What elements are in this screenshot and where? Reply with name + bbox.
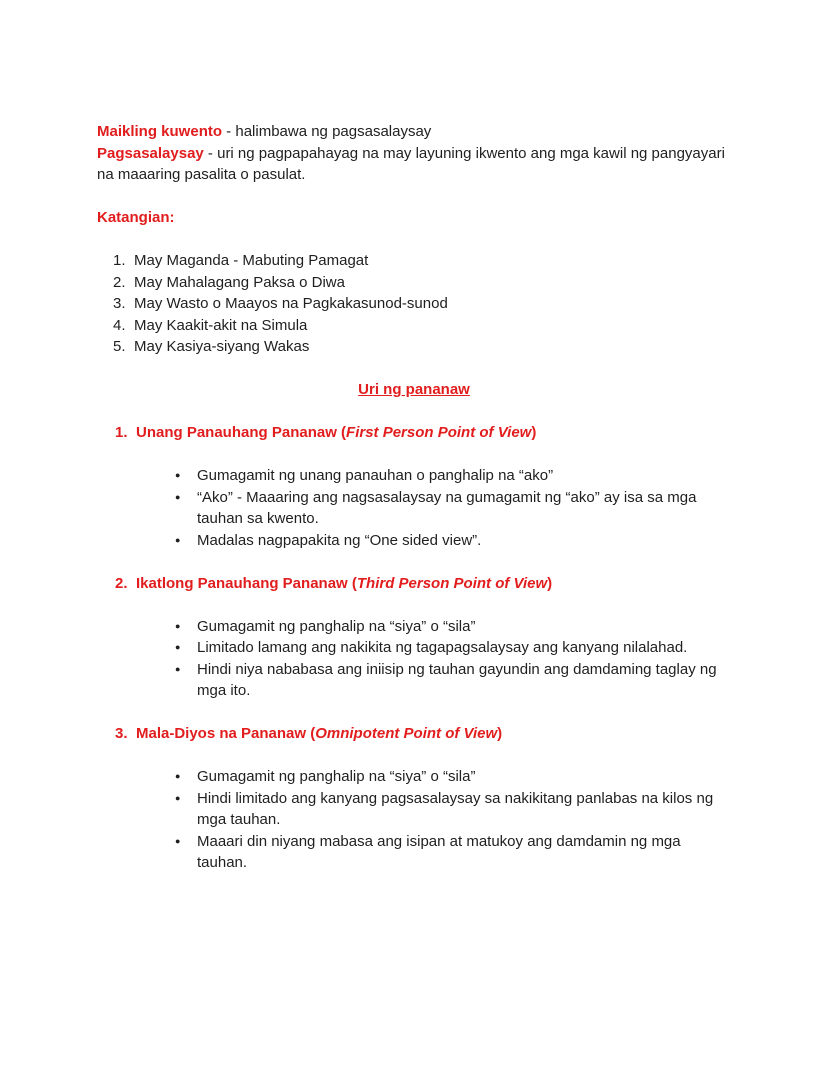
bullet-list-3 (97, 766, 731, 874)
bullet-icon: ● (175, 534, 181, 545)
bullet-icon: ● (175, 792, 181, 803)
list-item (113, 250, 731, 272)
list-item (113, 315, 731, 337)
term-pagsasalaysay: Pagsasalaysay (97, 144, 204, 162)
section-heading-text: Ikatlong Panauhang Pananaw (Third Person Point of View) (136, 574, 553, 592)
bullet-list-1 (97, 465, 731, 551)
bullet-item-text: Maaari din niyang mabasa ang isipan at matukoy ang damdamin ng mga tauhan. (197, 832, 681, 871)
katangian-heading: Katangian: (97, 209, 175, 226)
intro-paragraph-maikling-kuwento (97, 121, 731, 143)
section-heading-text: Mala-Diyos na Pananaw (Omnipotent Point of View) (136, 725, 503, 742)
list-item (113, 293, 731, 315)
bullet-item-text: Gumagamit ng panghalip na “siya” o “sila” (197, 617, 476, 635)
section-heading-english: First Person Point of View (346, 424, 532, 441)
bullet-item (175, 530, 731, 552)
section-heading-english: Third Person Point of View (356, 574, 548, 592)
bullet-item-text: “Ako” - Maaaring ang nagsasalaysay na gumagamit ng “ako” ay isa sa mga tauhan sa kwento. (197, 488, 697, 527)
bullet-item-text: Gumagamit ng unang panauhan o panghalip na “ako” (197, 467, 554, 484)
term-maikling-kuwento: Maikling kuwento (97, 123, 223, 140)
section-heading-3 (115, 723, 731, 745)
list-item-text: May Maganda - Mabuting Pamagat (134, 252, 369, 269)
katangian-list (97, 250, 731, 358)
bullet-item-text: Hindi limitado ang kanyang pagsasalaysay sa nakikitang panlabas na kilos ng mga tauhan. (197, 789, 714, 828)
list-item-text: May Kasiya-siyang Wakas (134, 338, 310, 355)
bullet-icon: ● (175, 835, 181, 846)
bullet-icon: ● (175, 620, 181, 631)
section-number: 2. (115, 574, 128, 592)
bullet-item (175, 637, 731, 659)
section-number: 3. (115, 725, 128, 742)
bullet-icon: ● (175, 491, 181, 502)
list-item (113, 272, 731, 294)
section-heading-english: Omnipotent Point of View (315, 725, 498, 742)
bullet-list-2 (97, 616, 731, 702)
bullet-item (175, 831, 731, 874)
bullet-item (175, 616, 731, 638)
list-item-text: May Mahalagang Paksa o Diwa (134, 273, 345, 291)
bullet-item (175, 465, 731, 487)
bullet-item-text: Limitado lamang ang nakikita ng tagapagsalaysay ang kanyang nilalahad. (197, 639, 688, 656)
list-item (113, 336, 731, 358)
bullet-icon: ● (175, 663, 181, 674)
bullet-item-text: Madalas nagpapakita ng “One sided view”. (197, 531, 482, 549)
section-number: 1. (115, 424, 128, 441)
bullet-icon: ● (175, 642, 181, 652)
definition-text: - uri ng pagpapahayag na may layuning ikwento ang mga kawil ng pangyayari na maaaring pasalita o pasulat. (97, 144, 725, 183)
list-number: 4. (113, 316, 126, 334)
list-number: 3. (113, 295, 126, 312)
bullet-item (175, 659, 731, 702)
bullet-item (175, 788, 731, 831)
section-heading-1 (115, 422, 731, 444)
list-item-text: May Wasto o Maayos na Pagkakasunod-sunod (134, 295, 448, 312)
bullet-item-text: Hindi niya nababasa ang iniisip ng tauhan gayundin ang damdaming taglay ng mga ito. (197, 660, 717, 699)
intro-paragraph-pagsasalaysay (97, 143, 731, 186)
page-title: Uri ng pananaw (358, 381, 470, 398)
bullet-item-text: Gumagamit ng panghalip na “siya” o “sila” (197, 768, 476, 785)
list-number: 5. (113, 338, 126, 355)
definition-text: - halimbawa ng pagsasalaysay (222, 123, 432, 140)
bullet-icon: ● (175, 470, 181, 480)
section-heading-text: Unang Panauhang Pananaw (First Person Point of View) (136, 424, 537, 441)
section-heading-2 (115, 573, 731, 595)
bullet-item (175, 487, 731, 530)
list-item-text: May Kaakit-akit na Simula (134, 316, 308, 334)
bullet-item (175, 766, 731, 788)
list-number: 2. (113, 273, 126, 291)
bullet-icon: ● (175, 771, 181, 781)
list-number: 1. (113, 252, 126, 269)
